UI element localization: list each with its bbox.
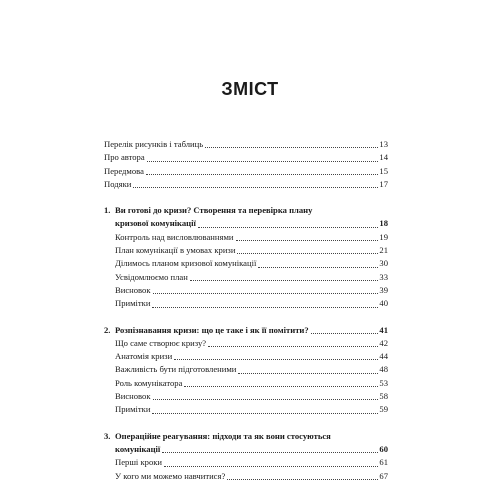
toc-entry-label: Подяки — [104, 178, 132, 189]
dot-leader — [152, 413, 378, 414]
toc-entry-label: Контроль над висловлюваннями — [115, 231, 234, 242]
toc-entry-label: Що саме створює кризу? — [115, 337, 207, 348]
toc-entry[interactable] — [104, 403, 388, 416]
dot-leader — [146, 174, 379, 175]
chapter-title-continuation[interactable] — [104, 217, 388, 230]
chapter-page: 60 — [379, 443, 388, 454]
toc-entry[interactable] — [104, 138, 388, 151]
chapter-title-line[interactable] — [104, 324, 388, 337]
dot-leader — [258, 267, 378, 268]
dot-leader — [190, 280, 379, 281]
dot-leader — [153, 293, 379, 294]
chapter-1 — [104, 204, 388, 310]
toc-entry-page: 40 — [379, 298, 388, 309]
toc-entry-label: Важливість бути підготовленими — [115, 364, 237, 375]
chapter-number: 1. — [104, 205, 111, 216]
dot-leader — [237, 253, 378, 254]
dot-leader — [236, 240, 379, 241]
toc-entry[interactable] — [104, 470, 388, 483]
toc-entry[interactable] — [104, 271, 388, 284]
chapter-number: 2. — [104, 324, 111, 335]
toc-entry-page: 17 — [379, 178, 388, 189]
toc-entry[interactable] — [104, 297, 388, 310]
chapter-title-line[interactable] — [104, 430, 388, 443]
dot-leader — [208, 346, 378, 347]
chapter-title-continuation[interactable] — [104, 443, 388, 456]
chapter-title-cont: комунікації — [115, 443, 161, 454]
toc-entry-page: 39 — [379, 284, 388, 295]
dot-leader — [153, 399, 379, 400]
chapter-number: 3. — [104, 430, 111, 441]
page-title: ЗМІСТ — [221, 79, 279, 99]
toc-entry-page: 33 — [379, 271, 388, 282]
chapter-3 — [104, 430, 388, 483]
toc-entry-page: 19 — [379, 231, 388, 242]
toc-entry-page: 61 — [379, 457, 388, 468]
toc-entry[interactable] — [104, 178, 388, 191]
toc-entry-label: Перелік рисунків і таблиць — [104, 139, 204, 149]
toc-entry-page: 21 — [379, 245, 388, 256]
toc-entry-page: 14 — [379, 152, 388, 163]
toc-entry[interactable] — [104, 257, 388, 270]
toc-entry[interactable] — [104, 165, 388, 178]
toc-entry-page: 67 — [379, 470, 388, 481]
table-of-contents — [104, 138, 388, 483]
dot-leader — [205, 147, 378, 148]
toc-entry[interactable] — [104, 377, 388, 390]
toc-entry[interactable] — [104, 151, 388, 164]
toc-entry-label: Примітки — [115, 404, 151, 415]
toc-entry-page: 42 — [379, 337, 388, 348]
toc-entry-page: 30 — [379, 258, 388, 269]
toc-entry[interactable] — [104, 244, 388, 257]
toc-entry-label: План комунікації в умовах кризи — [115, 245, 236, 256]
toc-entry-label: Про автора — [104, 152, 145, 163]
dot-leader — [184, 386, 378, 387]
dot-leader — [198, 227, 379, 228]
toc-entry-page: 44 — [379, 351, 388, 362]
toc-entry-page: 13 — [379, 139, 388, 149]
dot-leader — [164, 466, 378, 467]
chapter-page: 18 — [379, 218, 388, 229]
toc-entry[interactable] — [104, 337, 388, 350]
chapter-title-cont: кризової комунікації — [115, 218, 196, 229]
toc-entry[interactable] — [104, 456, 388, 469]
dot-leader — [133, 187, 378, 188]
chapter-title: Ви готові до кризи? Створення та перевірка плану — [115, 205, 313, 216]
toc-entry-label: Роль комунікатора — [115, 377, 183, 388]
toc-entry-label: Примітки — [115, 298, 151, 309]
dot-leader — [147, 161, 379, 162]
toc-entry-page: 48 — [379, 364, 388, 375]
toc-entry[interactable] — [104, 284, 388, 297]
dot-leader — [227, 479, 378, 480]
dot-leader — [162, 452, 378, 453]
chapter-title-line[interactable] — [104, 204, 388, 217]
chapter-title: Операційне реагування: підходи та як вони стосуються — [115, 430, 331, 441]
toc-entry-label: Висновок — [115, 391, 151, 402]
toc-entry-page: 53 — [379, 377, 388, 388]
dot-leader — [152, 307, 378, 308]
toc-entry[interactable] — [104, 390, 388, 403]
toc-entry-label: Усвідомлюємо план — [115, 271, 188, 282]
toc-entry[interactable] — [104, 350, 388, 363]
toc-entry-page: 58 — [379, 391, 388, 402]
toc-entry[interactable] — [104, 231, 388, 244]
front-matter-list — [104, 138, 388, 191]
chapter-title: Розпізнавання кризи: що це таке і як її помітити? — [115, 324, 309, 335]
toc-entry-label: Анатомія кризи — [115, 351, 173, 362]
toc-entry-label: У кого ми можемо навчитися? — [115, 470, 226, 481]
toc-entry-page: 59 — [379, 404, 388, 415]
dot-leader — [174, 359, 378, 360]
toc-entry[interactable] — [104, 363, 388, 376]
dot-leader — [311, 333, 379, 334]
chapter-page: 41 — [379, 324, 388, 335]
toc-entry-label: Передмова — [104, 165, 144, 176]
chapter-2 — [104, 324, 388, 417]
toc-entry-label: Висновок — [115, 284, 151, 295]
toc-entry-label: Перші кроки — [115, 457, 163, 468]
toc-entry-page: 15 — [379, 165, 388, 176]
toc-entry-label: Ділимось планом кризової комунікації — [115, 258, 257, 269]
dot-leader — [238, 373, 378, 374]
